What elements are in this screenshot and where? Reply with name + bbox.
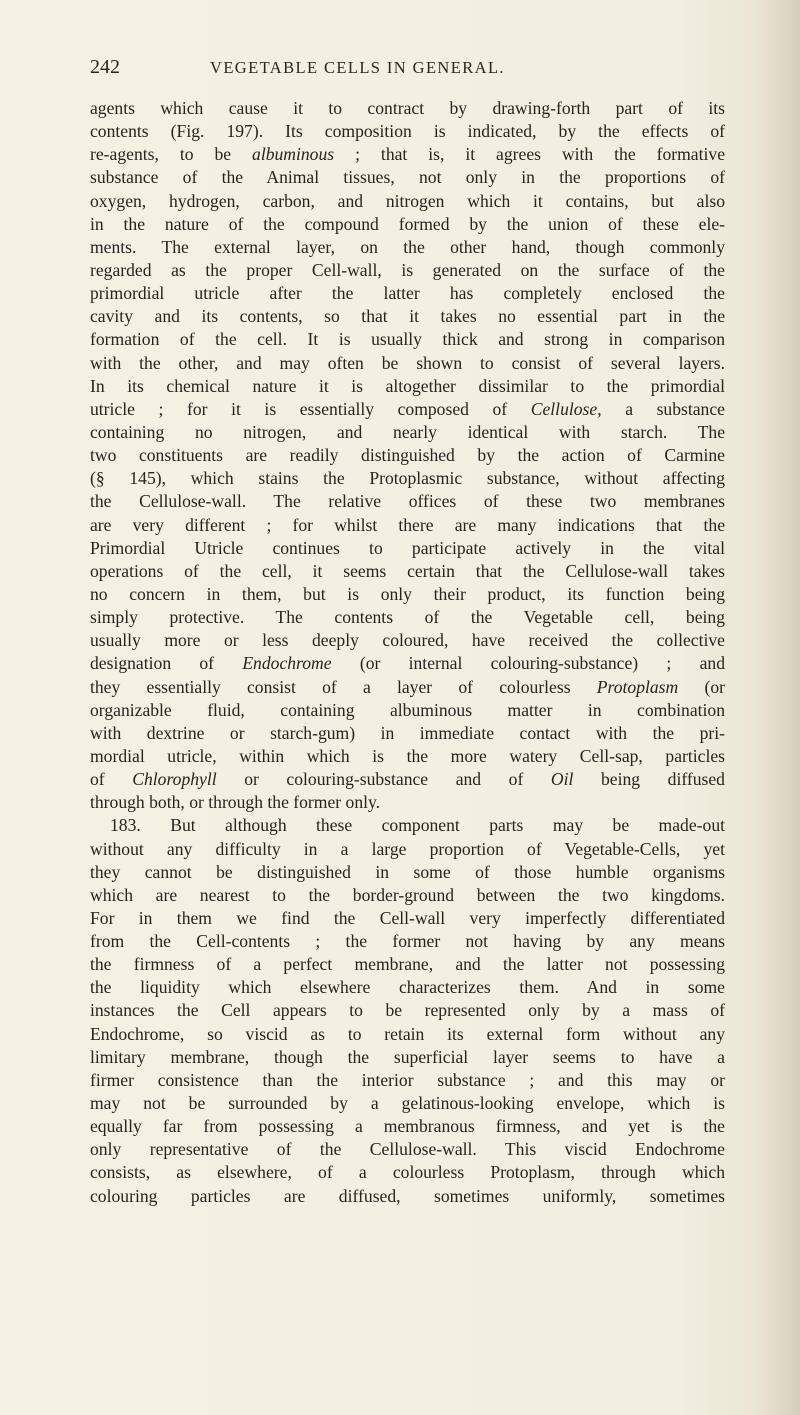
text-line: are very different ; for whilst there are many indications that the (90, 514, 725, 535)
text-line: re-agents, to be albuminous ; that is, it agrees with the formative (90, 144, 725, 165)
text-line: firmer consistence than the interior substance ; and this may or (90, 1069, 725, 1090)
paragraph-end-line: through both, or through the former only. (90, 792, 381, 813)
body-text (90, 97, 725, 1208)
text-line: regarded as the proper Cell-wall, is generated on the surface of the (90, 259, 725, 280)
text-line: mordial utricle, within which is the more watery Cell-sap, particles (90, 745, 725, 766)
text-line: contents (Fig. 197). Its composition is indicated, by the effects of (90, 121, 725, 142)
page-edge-shadow (760, 0, 800, 1415)
text-line: with dextrine or starch-gum) in immediate contact with the pri- (90, 722, 725, 743)
text-line: the Cellulose-wall. The relative offices of these two membranes (90, 491, 725, 512)
text-line: containing no nitrogen, and nearly identical with starch. The (90, 421, 725, 442)
text-line: equally far from possessing a membranous firmness, and yet is the (90, 1116, 725, 1137)
section-start-line: 183. But although these component parts may be made-out (110, 815, 725, 836)
text-line: utricle ; for it is essentially composed of Cellulose, a substance (90, 398, 725, 419)
page-header (90, 56, 725, 82)
text-line: from the Cell-contents ; the former not having by any means (90, 931, 725, 952)
text-line: operations of the cell, it seems certain that the Cellulose-wall takes (90, 560, 725, 581)
text-line: designation of Endochrome (or internal colouring-substance) ; and (90, 653, 725, 674)
text-line: two constituents are readily distinguished by the action of Carmine (90, 445, 725, 466)
text-line: of Chlorophyll or colouring-substance and of Oil being diffused (90, 769, 725, 790)
text-line: oxygen, hydrogen, carbon, and nitrogen which it contains, but also (90, 190, 725, 211)
text-line: the liquidity which elsewhere characterizes them. And in some (90, 977, 725, 998)
text-line: formation of the cell. It is usually thick and strong in comparison (90, 329, 725, 350)
text-line: instances the Cell appears to be represented only by a mass of (90, 1000, 725, 1021)
text-line: agents which cause it to contract by drawing-forth part of its (90, 98, 725, 118)
text-line: only representative of the Cellulose-wall. This viscid Endochrome (90, 1139, 725, 1160)
text-line: they essentially consist of a layer of colourless Protoplasm (or (90, 676, 725, 697)
text-line: colouring particles are diffused, sometimes uniformly, sometimes (90, 1185, 725, 1206)
text-line: simply protective. The contents of the Vegetable cell, being (90, 607, 725, 628)
text-line: Primordial Utricle continues to participate actively in the vital (90, 537, 725, 558)
page-number: 242 (90, 56, 120, 78)
text-line: For in them we find the Cell-wall very imperfectly differentiated (90, 907, 725, 928)
text-line: consists, as elsewhere, of a colourless Protoplasm, through which (90, 1162, 725, 1183)
text-line: limitary membrane, though the superficial layer seems to have a (90, 1046, 725, 1067)
text-line: (§ 145), which stains the Protoplasmic substance, without affecting (90, 468, 725, 489)
text-line: without any difficulty in a large proportion of Vegetable-Cells, yet (90, 838, 725, 859)
text-line: organizable fluid, containing albuminous matter in combination (90, 699, 725, 720)
text-line: the firmness of a perfect membrane, and the latter not possessing (90, 954, 725, 975)
text-line: substance of the Animal tissues, not only in the proportions of (90, 167, 725, 188)
text-line: which are nearest to the border-ground between the two kingdoms. (90, 884, 725, 905)
running-head: VEGETABLE CELLS IN GENERAL. (210, 58, 505, 77)
text-line: with the other, and may often be shown to consist of several layers. (90, 352, 725, 373)
text-line: primordial utricle after the latter has completely enclosed the (90, 283, 725, 304)
text-line: they cannot be distinguished in some of those humble organisms (90, 861, 725, 882)
text-line: Endochrome, so viscid as to retain its external form without any (90, 1023, 725, 1044)
text-line: ments. The external layer, on the other hand, though commonly (90, 236, 725, 257)
text-line: cavity and its contents, so that it takes no essential part in the (90, 306, 725, 327)
text-line: in the nature of the compound formed by the union of these ele- (90, 213, 725, 234)
text-line: no concern in them, but is only their product, its function being (90, 583, 725, 604)
text-line: may not be surrounded by a gelatinous-looking envelope, which is (90, 1093, 725, 1114)
text-line: usually more or less deeply coloured, have received the collective (90, 630, 725, 651)
text-line: In its chemical nature it is altogether dissimilar to the primordial (90, 375, 725, 396)
